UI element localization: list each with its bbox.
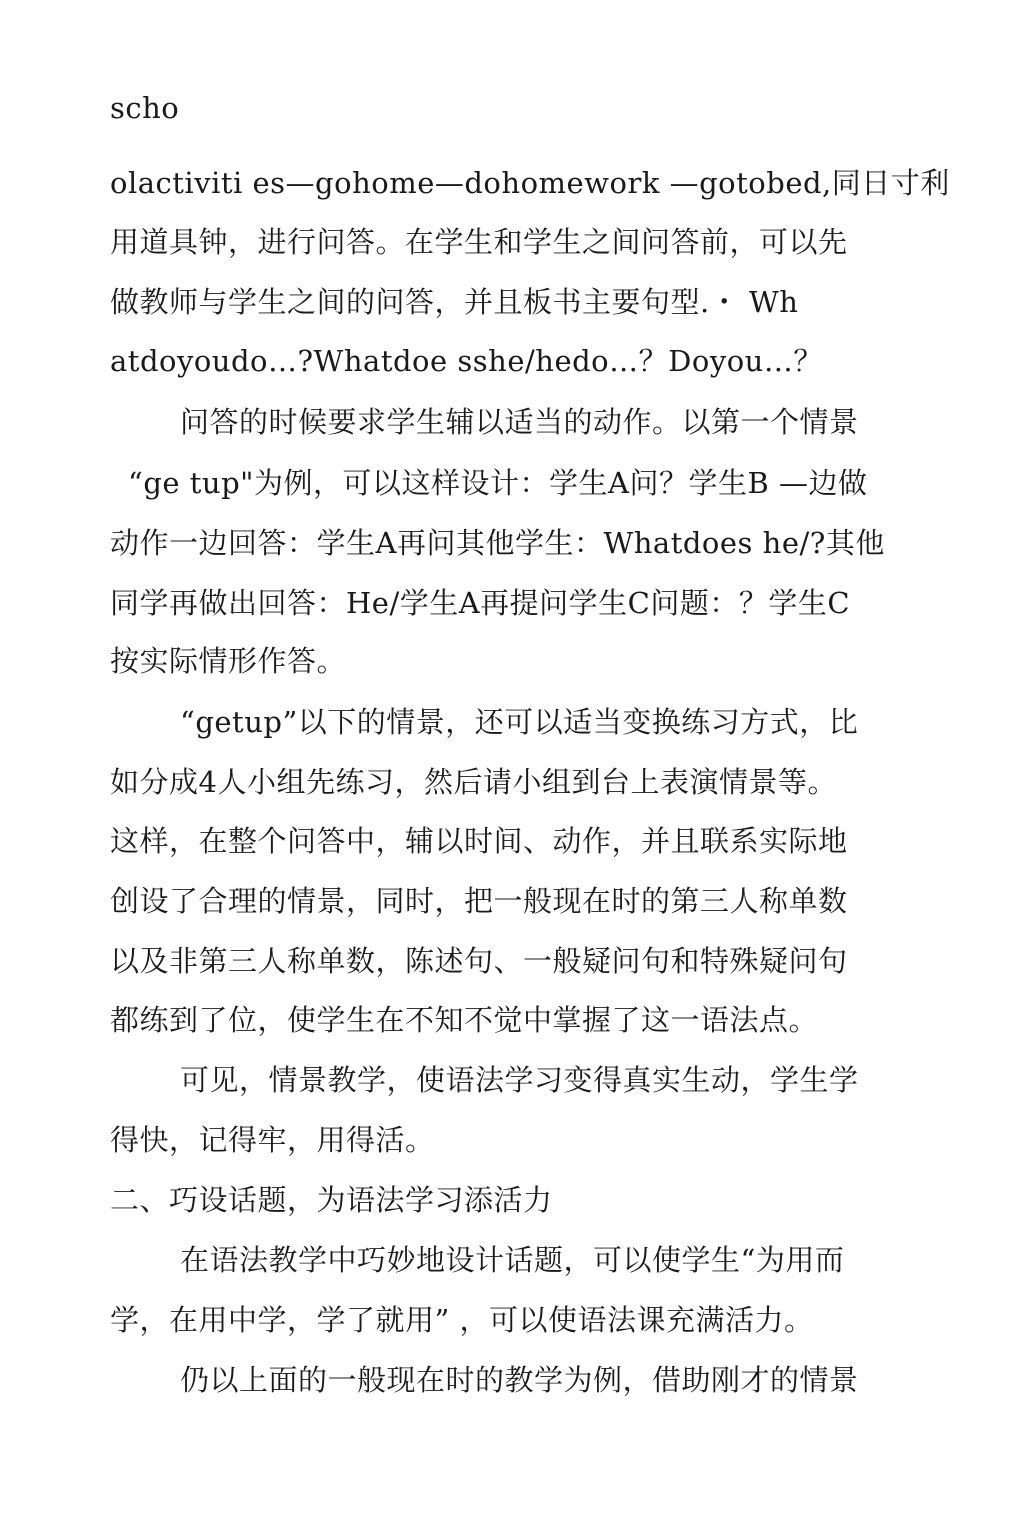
text-line-9: 同学再做出回答：He/学生A再提问学生C问题：？学生C (110, 586, 851, 620)
text-line-21: 学，在用中学，学了就用” ，可以使语法课充满活力。 (110, 1303, 814, 1337)
text-line-16: 都练到了位，使学生在不知不觉中掌握了这一语法点。 (110, 1003, 819, 1037)
text-line-12: 如分成4人小组先练习，然后请小组到台上表演情景等。 (110, 765, 837, 799)
text-line-14: 创设了合理的情景，同时，把一般现在时的第三人称单数 (110, 884, 848, 918)
text-line-3: 用道具钟，进行问答。在学生和学生之间问答前，可以先 (110, 225, 848, 259)
text-line-10: 按实际情形作答。 (110, 644, 347, 678)
text-line-18: 得快，记得牢，用得活。 (110, 1123, 435, 1157)
text-line-13: 这样，在整个问答中，辅以时间、动作，并且联系实际地 (110, 824, 848, 858)
text-line-6: 问答的时候要求学生辅以适当的动作。以第一个情景 (180, 405, 859, 439)
text-line-11: “getup”以下的情景，还可以适当变换练习方式，比 (180, 705, 859, 739)
section-heading: 二、巧设话题，为语法学习添活力 (110, 1183, 553, 1217)
text-line-17: 可见，情景教学，使语法学习变得真实生动，学生学 (180, 1063, 859, 1097)
text-line-15: 以及非第三人称单数，陈述句、一般疑问句和特殊疑问句 (110, 944, 848, 978)
text-line-7: “ge tup"为例，可以这样设计：学生A问？学生B —边做 (128, 466, 868, 500)
text-line-8: 动作一边回答：学生A再问其他学生：Whatdoes he/?其他 (110, 526, 885, 560)
text-line-2: olactiviti es—gohome—dohomework —gotobed,同日寸利 (110, 166, 950, 200)
text-line-22: 仍以上面的一般现在时的教学为例，借助刚才的情景 (180, 1363, 859, 1397)
text-line-1: scho (110, 91, 180, 125)
text-line-4: 做教师与学生之间的问答，并且板书主要句型.・ Wh (110, 285, 799, 319)
text-line-5: atdoyoudo…?Whatdoe sshe/hedo…？Doyou…？ (110, 344, 823, 378)
text-line-20: 在语法教学中巧妙地设计话题，可以使学生“为用而 (180, 1243, 845, 1277)
